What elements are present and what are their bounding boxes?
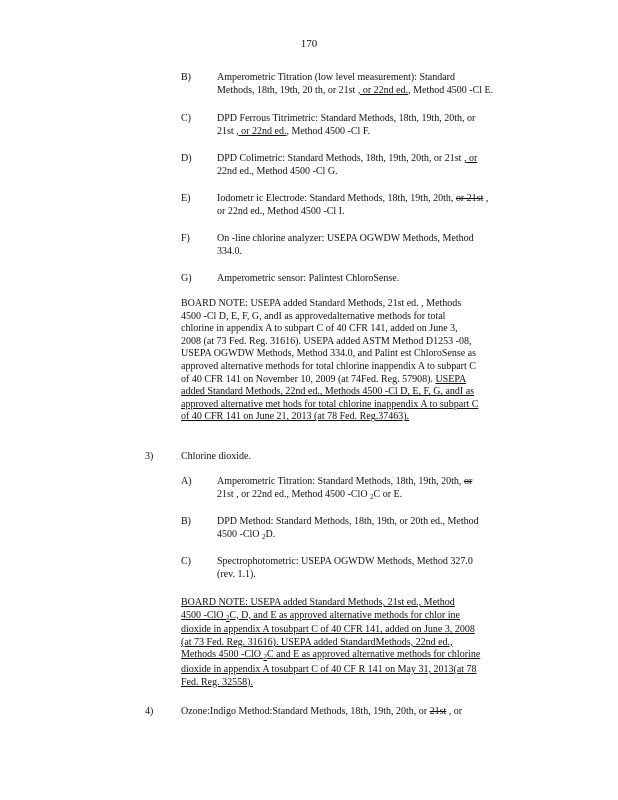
text-line [181, 610, 541, 625]
text-line [217, 489, 547, 504]
text-run: 2 [263, 653, 267, 662]
text-run: USEPA [435, 373, 467, 385]
text-run: of 40 CFR 141 on November 10, 2009 (at 74Fed. Reg. 57908). [181, 373, 436, 385]
text-run: approved alternative methods for total chlorine inappendix A to subpart C [181, 360, 476, 372]
item-label: B) [181, 516, 191, 527]
text-line [181, 323, 541, 336]
text-run: 2 [262, 532, 266, 541]
item-label: D) [181, 153, 192, 164]
section-label: 4) [145, 706, 154, 717]
text-run: BOARD NOTE: USEPA added Standard Methods, 21st ed. , Methods [181, 298, 462, 309]
text-run: added Standard Methods, 22nd ed., Methods 4500 -Cl D, E, F, G, andI as [181, 386, 475, 398]
text-line [217, 529, 547, 544]
text-run: 21st , or 22nd ed., Method 4500 -ClO [217, 488, 371, 500]
board-note-chlorine [181, 298, 541, 424]
item-text [217, 72, 547, 97]
text-run: Amperometric Titration (low level measurement): Standard [217, 72, 455, 83]
item-label: E) [181, 193, 191, 204]
text-run: Iodometr ic Electrode: Standard Methods, 18th, 19th, 20th, [217, 193, 456, 204]
text-line [181, 597, 541, 610]
text-run: dioxide in appendix A tosubpart C of 40 CF R 141 on May 31, 2013(at 78 [181, 663, 477, 675]
text-run: 22nd ed., Method 4500 -Cl G. [217, 165, 338, 177]
text-run: approved alternative met hods for total chlorine inappendix A to subpart C [181, 398, 479, 410]
text-line [217, 206, 547, 219]
text-run: Amperometric Titration: Standard Methods, 18th, 19th, 20th, [217, 476, 464, 487]
item-label: A) [181, 476, 192, 487]
section-label: 3) [145, 451, 154, 462]
text-run: , or [463, 153, 478, 164]
text-run: 2 [370, 492, 374, 501]
text-run: 21st [217, 125, 237, 137]
text-run: 334.0. [217, 245, 242, 257]
text-line [217, 72, 547, 85]
text-run: dioxide in appendix A tosubpart C of 40 CFR 141, added on June 3, 2008 [181, 624, 475, 636]
text-run: 4500 -ClO [181, 609, 226, 621]
text-run: chlorine in appendix A to subpart C of 40 CFR 141, added on June 3, [181, 323, 458, 335]
text-run: of 40 CFR 141 on June 21, 2013 (at 78 Fed. Reg.37463). [181, 411, 410, 423]
text-run: 4500 -ClO [217, 528, 262, 540]
text-line [217, 193, 547, 206]
text-line [181, 664, 541, 677]
text-run: , Method 4500 -Cl F. [286, 125, 371, 137]
text-line [181, 336, 541, 349]
text-line [181, 399, 541, 412]
text-line [217, 516, 547, 529]
text-run: , [483, 193, 489, 204]
text-run: Spectrophotometric: USEPA OGWDW Methods, Method 327.0 [217, 556, 473, 567]
text-run: Fed. Reg. 32558). [181, 676, 253, 688]
text-line [181, 348, 541, 361]
item-text [217, 273, 547, 286]
text-line [217, 126, 547, 139]
text-line [181, 298, 541, 311]
text-run: 2008 (at 73 Fed. Reg. 31616). USEPA added ASTM Method D1253 -08, [181, 335, 472, 347]
text-run: or [463, 476, 473, 487]
text-run: C, D, and E as approved alternative methods for chlor ine [229, 609, 460, 621]
text-run: DPD Colimetric: Standard Methods, 18th, 19th, 20th, or 21st [217, 153, 464, 164]
text-run: (at 73 Fed. Reg. 31616). USEPA added StandardMethods, 22nd ed., [181, 636, 453, 648]
section-text [181, 706, 511, 719]
text-run: , or 22nd ed. [236, 125, 287, 137]
text-line [217, 476, 547, 489]
item-label: B) [181, 72, 191, 83]
text-line [217, 569, 547, 582]
text-line [181, 624, 541, 637]
text-run: USEPA OGWDW Methods, Method 334.0, and Palint est ChloroSense as [181, 348, 476, 360]
text-run: Methods, 18th, 19th, 20 th, or 21st [217, 84, 358, 96]
text-line [181, 677, 541, 690]
text-run: 2 [226, 613, 230, 622]
text-line [181, 311, 541, 324]
item-text [217, 516, 547, 543]
text-run: On -line chlorine analyzer: USEPA OGWDW Methods, Method [217, 233, 474, 244]
text-line [181, 374, 541, 387]
item-text [217, 476, 547, 503]
item-text [217, 556, 547, 581]
item-label: C) [181, 113, 191, 124]
text-line [217, 166, 547, 179]
text-line [217, 85, 547, 98]
text-run: 4500 -Cl D, E, F, G, andI as approvedalternative methods for total [181, 310, 446, 322]
text-line [217, 113, 547, 126]
text-run: , Method 4500 -Cl E. [408, 84, 494, 96]
section-title: Chlorine dioxide. [181, 451, 251, 462]
item-text [217, 113, 547, 138]
text-line [217, 153, 547, 166]
text-run: Amperometric sensor: Palintest ChloroSense. [217, 273, 400, 284]
item-label: C) [181, 556, 191, 567]
text-run: DPD Method: Standard Methods, 18th, 19th, or 20th ed., Method [217, 516, 479, 527]
text-line [217, 246, 547, 259]
text-run: Methods 4500 -ClO [181, 649, 264, 661]
text-run: C and E as approved alternative methods for chlorine [267, 649, 481, 661]
text-run: 21st [429, 706, 447, 717]
text-line [217, 556, 547, 569]
page-number: 170 [300, 38, 318, 50]
text-run: DPD Ferrous Titrimetric: Standard Methods, 18th, 19th, 20th, or [217, 113, 476, 124]
text-run: Ozone:Indigo Method:Standard Methods, 18th, 19th, 20th, or [181, 706, 430, 717]
text-run: , or [446, 706, 463, 717]
text-run: BOARD NOTE: USEPA added Standard Methods, 21st ed., Method [181, 597, 455, 608]
text-run: or 22nd ed., Method 4500 -Cl I. [217, 205, 345, 217]
item-label: F) [181, 233, 190, 244]
text-run: D. [265, 528, 276, 540]
item-text [217, 233, 547, 258]
text-line [181, 637, 541, 650]
text-line [181, 649, 541, 664]
text-run: (rev. 1.1). [217, 568, 256, 580]
item-text [217, 193, 547, 218]
text-line [181, 386, 541, 399]
text-run: or 21st [455, 193, 484, 204]
item-label: G) [181, 273, 192, 284]
text-run: C or E. [373, 488, 403, 500]
text-line [181, 361, 541, 374]
text-line [181, 411, 541, 424]
board-note-chlorine-dioxide [181, 597, 541, 689]
text-run: , or 22nd ed. [357, 84, 409, 96]
text-line [217, 273, 547, 286]
item-text [217, 153, 547, 178]
text-line [217, 233, 547, 246]
